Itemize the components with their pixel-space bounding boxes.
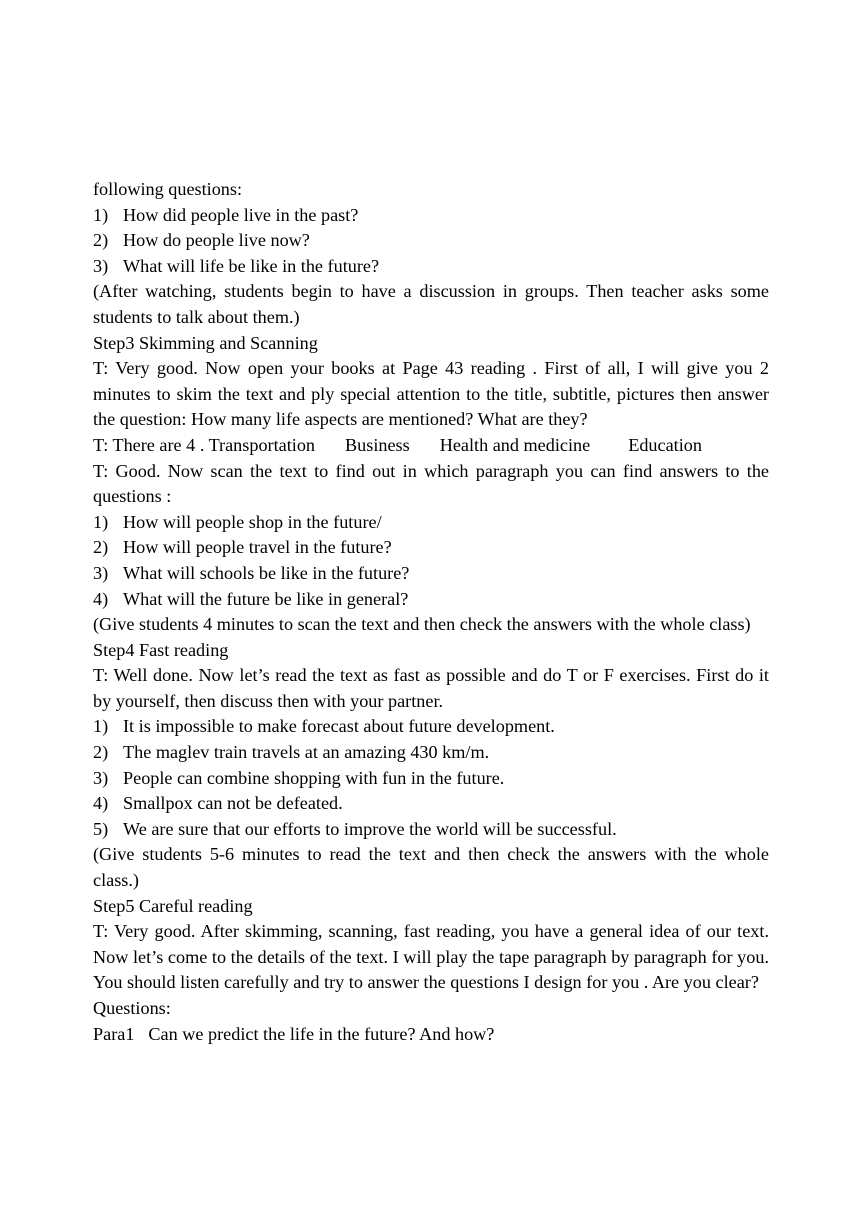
list-item	[93, 817, 769, 843]
intro-line: following questions:	[93, 179, 243, 199]
list-text: Smallpox can not be defeated.	[123, 793, 343, 814]
step3-teacher-instruction: T: Very good. Now open your books at Page 43 reading . First of all, I will give you 2 minutes to skim the text and ply special attention to the title, subtitle, pictures then answer the question: How many life aspects are mentioned? What are they?	[93, 358, 769, 430]
list-text: How do people live now?	[123, 230, 310, 251]
note-after-watching: (After watching, students begin to have a discussion in groups. Then teacher asks some students to talk about them.)	[93, 281, 769, 327]
step5-heading: Step5 Careful reading	[93, 895, 253, 916]
list-item	[93, 228, 769, 254]
list-number: 2)	[93, 230, 109, 251]
step4-teacher-instruction: T: Well done. Now let’s read the text as fast as possible and do T or F exercises. First do it by yourself, then discuss then with your partner.	[93, 665, 769, 711]
questions-label: Questions:	[93, 998, 171, 1018]
list-item	[93, 254, 769, 280]
list-item	[93, 203, 769, 229]
para1-question	[93, 1022, 769, 1048]
true-false-statements	[93, 714, 769, 842]
step5-teacher-instruction: T: Very good. After skimming, scanning, fast reading, you have a general idea of our text. Now let’s come to the details of the text. I will play the tape paragraph by paragraph for you. You should listen carefully and try to answer the questions I design for you . Are you clear?	[93, 921, 769, 993]
list-text: What will schools be like in the future?	[123, 562, 410, 583]
list-item	[93, 714, 769, 740]
list-number: 3)	[93, 562, 109, 583]
list-number: 2)	[93, 537, 109, 558]
list-number: 4)	[93, 793, 109, 814]
list-number: 4)	[93, 588, 109, 609]
para1-label: Para1	[93, 1023, 135, 1044]
list-text: What will the future be like in general?	[123, 588, 409, 609]
list-item	[93, 535, 769, 561]
list-item	[93, 740, 769, 766]
para1-text: Can we predict the life in the future? And how?	[148, 1023, 495, 1044]
list-text: How did people live in the past?	[123, 204, 359, 225]
list-text: It is impossible to make forecast about future development.	[123, 716, 555, 737]
step3-heading: Step3 Skimming and Scanning	[93, 332, 318, 353]
list-number: 2)	[93, 742, 109, 763]
list-number: 5)	[93, 818, 109, 839]
step3-life-aspects	[93, 433, 769, 459]
document-page	[93, 177, 769, 1047]
list-item	[93, 587, 769, 613]
list-number: 1)	[93, 511, 109, 532]
list-text: How will people shop in the future/	[123, 511, 382, 532]
step4-heading: Step4 Fast reading	[93, 639, 229, 660]
list-item	[93, 791, 769, 817]
scan-questions	[93, 510, 769, 612]
list-text: People can combine shopping with fun in the future.	[123, 767, 505, 788]
note-scan: (Give students 4 minutes to scan the text and then check the answers with the whole class)	[93, 614, 751, 635]
list-text: What will life be like in the future?	[123, 255, 380, 276]
list-number: 3)	[93, 255, 109, 276]
aspect-health: Health and medicine	[439, 434, 591, 455]
list-number: 1)	[93, 716, 109, 737]
list-number: 1)	[93, 204, 109, 225]
list-item	[93, 510, 769, 536]
list-text: The maglev train travels at an amazing 430 km/m.	[123, 742, 490, 763]
aspect-business: Business	[345, 434, 410, 455]
list-item	[93, 766, 769, 792]
list-item	[93, 561, 769, 587]
list-text: We are sure that our efforts to improve the world will be successful.	[123, 818, 617, 839]
aspects-prefix: T: There are 4 . Transportation	[93, 434, 316, 455]
aspect-education: Education	[628, 434, 702, 455]
step3-scan-instruction: T: Good. Now scan the text to find out in which paragraph you can find answers to the questions :	[93, 460, 769, 507]
list-number: 3)	[93, 767, 109, 788]
list-text: How will people travel in the future?	[123, 537, 392, 558]
note-fast-reading: (Give students 5-6 minutes to read the text and then check the answers with the whole class.)	[93, 844, 769, 891]
past-present-future-questions	[93, 203, 769, 280]
